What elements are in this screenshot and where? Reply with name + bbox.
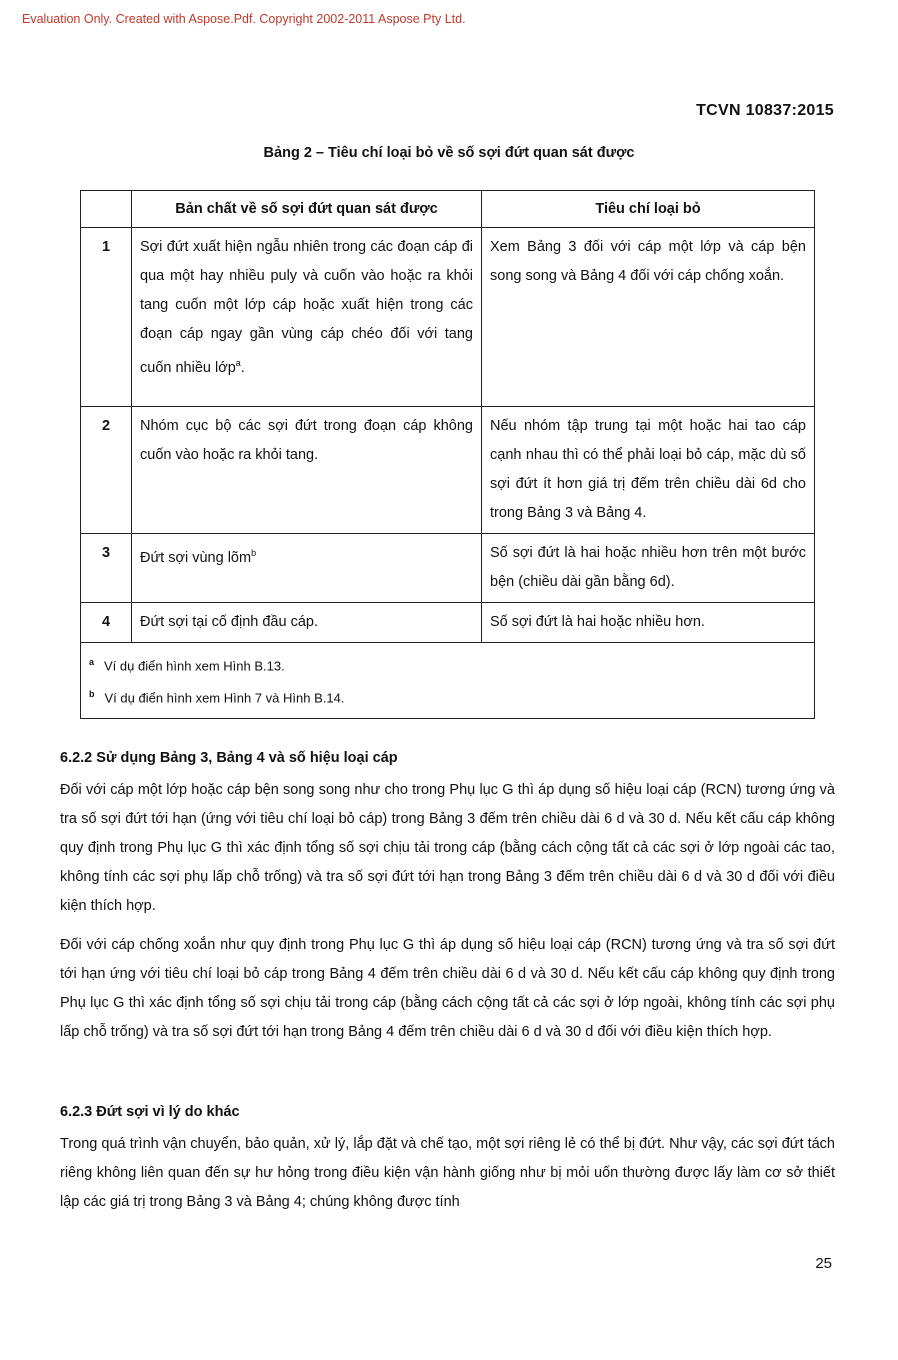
criteria-table: [80, 190, 815, 719]
row-criteria: Số sợi đứt là hai hoặc nhiều hơn trên một bước bện (chiều dài gần bằng 6d).: [482, 534, 815, 603]
row-criteria: Nếu nhóm tập trung tại một hoặc hai tao cáp cạnh nhau thì có thể phải loại bỏ cáp, mặc dù số sợi đứt ít hơn giá trị đếm trên chiều dài 6d cho trong Bảng 3 và Bảng 4.: [482, 407, 815, 534]
header-criteria: Tiêu chí loại bỏ: [482, 191, 815, 228]
row-nature: Đứt sợi vùng lõm$^b$: [132, 534, 482, 603]
row-number: 2: [81, 407, 132, 534]
row-criteria: Xem Bảng 3 đối với cáp một lớp và cáp bện song song và Bảng 4 đối với cáp chống xoắn.: [482, 228, 815, 407]
table-row: [81, 407, 815, 534]
row-number: 1: [81, 228, 132, 407]
row-nature: Sợi đứt xuất hiện ngẫu nhiên trong các đoạn cáp đi qua một hay nhiều puly và cuốn vào hoặc ra khỏi tang cuốn một lớp cáp hoặc xuất hiện trong các đoạn cáp ngay gần vùng cáp chéo đối với tang cuốn nhiều lớp$^a$.: [132, 228, 482, 407]
footnote-b: $^b$ Ví dụ điển hình xem Hình 7 và Hình B.14.: [89, 689, 345, 706]
watermark-text: Evaluation Only. Created with Aspose.Pdf. Copyright 2002-2011 Aspose Pty Ltd.: [22, 12, 466, 26]
table-header-row: [81, 191, 815, 228]
table-row: [81, 603, 815, 643]
section-6-2-2: [60, 750, 835, 1047]
section-heading: 6.2.2 Sử dụng Bảng 3, Bảng 4 và số hiệu loại cáp: [60, 750, 398, 766]
header-nature: Bản chất về số sợi đứt quan sát được: [132, 191, 482, 228]
footnote-mark: a: [235, 358, 241, 368]
table-title: Bảng 2 – Tiêu chí loại bỏ về số sợi đứt quan sát được: [263, 145, 635, 161]
footnote-a: $^a$ Ví dụ điển hình xem Hình B.13.: [89, 657, 285, 674]
row-number: 3: [81, 534, 132, 603]
section-6-2-3: [60, 1104, 835, 1217]
table-row: [81, 228, 815, 407]
page-number: 25: [815, 1255, 832, 1272]
paragraph: Đối với cáp một lớp hoặc cáp bện song song như cho trong Phụ lục G thì áp dụng số hiệu loại cáp (RCN) tương ứng và tra số sợi đứt tới hạn (ứng với tiêu chí loại bỏ cáp) trong Bảng 3 đếm trên chiều dài 6 d và 30 d. Nếu kết cấu cáp không quy định trong Phụ lục G thì xác định tổng số sợi chịu tải trong cáp (bằng cách cộng tất cả các sợi ở lớp ngoài các tao, không tính các sợi phụ lấp chỗ trống) và tra số sợi đứt tới hạn trong Bảng 3 đếm trên chiều dài 6 d và 30 d đối với điều kiện thích hợp.: [60, 782, 835, 914]
table-notes-row: [81, 643, 815, 719]
footnote-mark: b: [251, 548, 257, 558]
standard-code: TCVN 10837:2015: [696, 102, 834, 119]
row-nature: Đứt sợi tại cố định đầu cáp.: [132, 603, 482, 643]
table-notes: [81, 643, 815, 719]
row-nature: Nhóm cục bộ các sợi đứt trong đoạn cáp không cuốn vào hoặc ra khỏi tang.: [132, 407, 482, 534]
row-criteria: Số sợi đứt là hai hoặc nhiều hơn.: [482, 603, 815, 643]
row-number: 4: [81, 603, 132, 643]
paragraph: Trong quá trình vận chuyển, bảo quản, xử lý, lắp đặt và chế tạo, một sợi riêng lẻ có thể bị đứt. Như vậy, các sợi đứt tách riêng không liên quan đến sự hư hỏng trong điều kiện vận hành giống như bị mỏi uốn thường được lấy làm cơ sở thiết lập các giá trị trong Bảng 3 và Bảng 4; chúng không được tính: [60, 1136, 835, 1210]
header-num: [81, 191, 132, 228]
table-row: [81, 534, 815, 603]
paragraph: Đối với cáp chống xoắn như quy định trong Phụ lục G thì áp dụng số hiệu loại cáp (RCN) tương ứng và tra số sợi đứt tới hạn ứng với tiêu chí loại bỏ cáp trong Bảng 4 đếm trên chiều dài 6 d và 30 d. Nếu kết cấu cáp không quy định trong Phụ lục G thì xác định tổng số sợi chịu tải trong cáp (bằng cách cộng tất cả các sợi ở lớp ngoài, không tính các sợi phụ lấp chỗ trống) và tra số sợi đứt tới hạn trong Bảng 4 đếm trên chiều dài 6 d và 30 d đối với điều kiện thích hợp.: [60, 937, 835, 1040]
section-heading: 6.2.3 Đứt sợi vì lý do khác: [60, 1104, 240, 1120]
